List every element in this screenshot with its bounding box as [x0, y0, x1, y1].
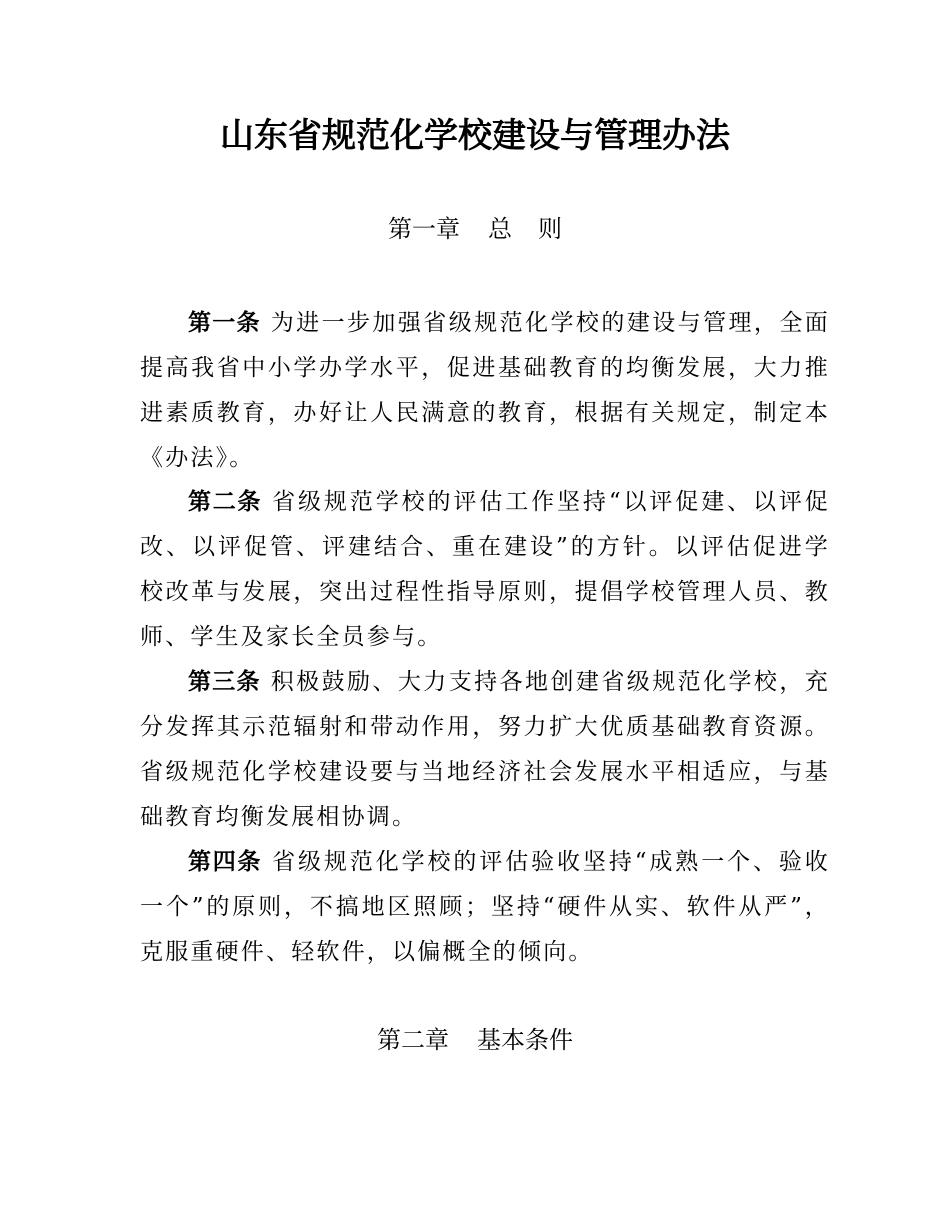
chapter-1-name-b: 则: [538, 215, 562, 243]
article-3: [140, 660, 830, 840]
chapter-2-name: 基本条件: [477, 1026, 573, 1054]
document-title: 山东省规范化学校建设与管理办法: [220, 116, 730, 156]
chapter-1-prefix: 第一章: [388, 215, 460, 243]
article-1-text: 为进一步加强省级规范化学校的建设与管理，全面提高我省中小学办学水平，促进基础教育的均衡发展，大力推进素质教育，办好让人民满意的教育，根据有关规定，制定本《办法》。: [140, 310, 830, 471]
article-4-text: 省级规范化学校的评估验收坚持“成熟一个、验收一个”的原则，不搞地区照顾；坚持“硬件从实、软件从严”，克服重硬件、轻软件，以偏概全的倾向。: [140, 849, 830, 965]
article-1-label: 第一条: [188, 310, 261, 336]
chapter-heading-1: [0, 212, 950, 246]
article-1: [140, 301, 830, 481]
article-2: [140, 480, 830, 660]
chapter-2-prefix: 第二章: [377, 1026, 449, 1054]
article-4-label: 第四条: [188, 849, 263, 875]
article-3-text: 积极鼓励、大力支持各地创建省级规范化学校，充分发挥其示范辐射和带动作用，努力扩大优质基础教育资源。省级规范化学校建设要与当地经济社会发展水平相适应，与基础教育均衡发展相协调。: [140, 669, 830, 830]
article-2-label: 第二条: [188, 489, 263, 515]
chapter-1-name-a: 总: [488, 215, 512, 243]
chapter-heading-2: [0, 1023, 950, 1057]
article-3-label: 第三条: [188, 669, 261, 695]
article-4: [140, 840, 830, 975]
article-2-text: 省级规范学校的评估工作坚持“以评促建、以评促改、以评促管、评建结合、重在建设”的方针。以评估促进学校改革与发展，突出过程性指导原则，提倡学校管理人员、教师、学生及家长全员参与。: [140, 489, 830, 650]
